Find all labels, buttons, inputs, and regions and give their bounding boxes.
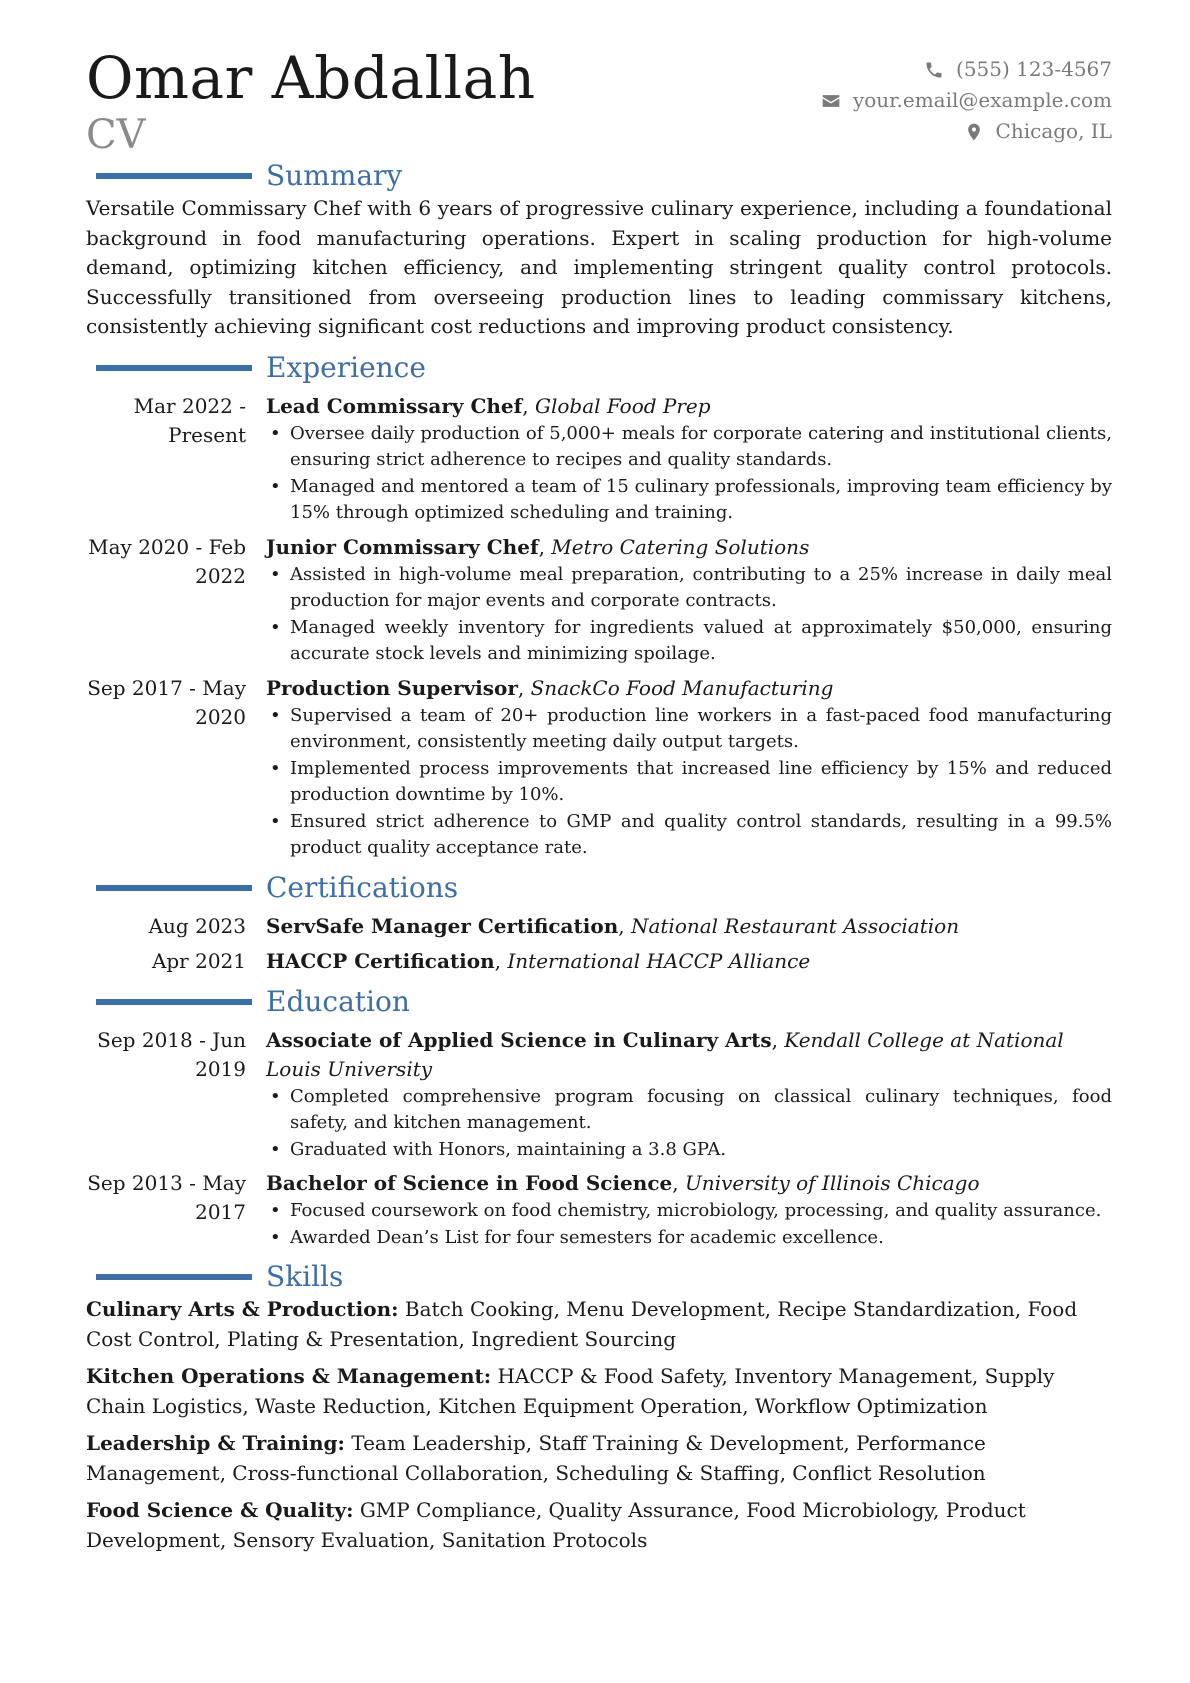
education-entry bbox=[86, 1026, 1112, 1164]
resume-page bbox=[86, 44, 1112, 1563]
experience-entry bbox=[86, 533, 1112, 668]
entry-date: Sep 2017 - May 2020 bbox=[87, 675, 246, 729]
section-title: Summary bbox=[266, 159, 403, 192]
entry-heading: Junior Commissary Chef, Metro Catering Solutions bbox=[266, 534, 810, 559]
entry-heading: Bachelor of Science in Food Science, University of Illinois Chicago bbox=[266, 1171, 980, 1195]
bullet-item: • Oversee daily production of 5,000+ meals for corporate catering and institutional clients, ensuring strict adherence to recipes and quality standards. bbox=[266, 421, 1112, 474]
map-pin-icon bbox=[964, 122, 984, 142]
phone-number: (555) 123-4567 bbox=[956, 57, 1112, 81]
skill-category: Kitchen Operations & Management: bbox=[86, 1364, 492, 1388]
entry-body bbox=[266, 674, 1112, 862]
envelope-icon bbox=[821, 91, 841, 111]
bullet-item: • Managed and mentored a team of 15 culinary professionals, improving team efficiency by 15% through optimized scheduling and training. bbox=[266, 474, 1112, 527]
skill-items: GMP Compliance, Quality Assurance, Food Microbiology, Product Development, Sensory Evaluation, Sanitation Protocols bbox=[86, 1498, 1026, 1552]
experience-entry bbox=[86, 392, 1112, 527]
skill-group bbox=[86, 1496, 1112, 1555]
bullet-item: • Completed comprehensive program focusing on classical culinary techniques, food safety, and kitchen management. bbox=[266, 1084, 1112, 1137]
certification-entry bbox=[86, 912, 1112, 941]
entry-heading: Production Supervisor, SnackCo Food Manufacturing bbox=[266, 675, 834, 700]
bullet-list bbox=[266, 1084, 1112, 1164]
location-text: Chicago, IL bbox=[995, 119, 1112, 143]
section-rule bbox=[96, 999, 252, 1005]
entry-date: Sep 2013 - May 2017 bbox=[87, 1171, 246, 1224]
degree-title: Bachelor of Science in Food Science bbox=[266, 1171, 673, 1195]
summary-section bbox=[86, 158, 1112, 342]
institution: Kendall College at National Louis University bbox=[266, 1027, 1064, 1081]
entry-date: Apr 2021 bbox=[151, 948, 246, 973]
certifications-section bbox=[86, 870, 1112, 976]
bullet-list bbox=[266, 1198, 1112, 1251]
section-title: Education bbox=[266, 984, 410, 1018]
candidate-name: Omar Abdallah bbox=[86, 44, 536, 112]
experience-entry bbox=[86, 674, 1112, 862]
bullet-item: • Assisted in high-volume meal preparation, contributing to a 25% increase in daily meal production for major events and corporate contracts. bbox=[266, 562, 1112, 615]
entry-heading: Associate of Applied Science in Culinary Arts, Kendall College at National Louis University bbox=[266, 1027, 1064, 1081]
certification-entry bbox=[86, 947, 1112, 976]
contact-phone bbox=[821, 54, 1112, 85]
document-subtitle: CV bbox=[86, 112, 146, 158]
entry-heading: Lead Commissary Chef, Global Food Prep bbox=[266, 393, 711, 418]
skill-group bbox=[86, 1295, 1112, 1354]
contact-location bbox=[821, 116, 1112, 147]
bullet-item: • Awarded Dean’s List for four semesters for academic excellence. bbox=[266, 1225, 1112, 1252]
entry-date: Aug 2023 bbox=[148, 913, 246, 938]
job-title: Lead Commissary Chef bbox=[266, 393, 523, 418]
bullet-item: • Supervised a team of 20+ production line workers in a fast-paced food manufacturing environment, consistently meeting daily output targets. bbox=[266, 703, 1112, 756]
skill-category: Leadership & Training: bbox=[86, 1431, 345, 1455]
section-header bbox=[86, 350, 1112, 386]
summary-text: Versatile Commissary Chef with 6 years of progressive culinary experience, including a foundational background in food manufacturing operations. Expert in scaling production for high-volume demand, optimizing kitchen efficiency, and implementing stringent quality control protocols. Successfully transitioned from overseeing production lines to leading commissary kitchens, consistently achieving significant cost reductions and improving product consistency. bbox=[86, 196, 1112, 338]
entry-body bbox=[266, 1026, 1112, 1164]
skill-category: Culinary Arts & Production: bbox=[86, 1297, 399, 1321]
bullet-item: • Implemented process improvements that increased line efficiency by 15% and reduced production downtime by 10%. bbox=[266, 756, 1112, 809]
section-title: Experience bbox=[266, 350, 426, 384]
section-rule bbox=[96, 1274, 252, 1280]
bullet-item: • Ensured strict adherence to GMP and quality control standards, resulting in a 99.5% product quality acceptance rate. bbox=[266, 809, 1112, 862]
entry-body bbox=[266, 947, 1112, 976]
contact-info bbox=[821, 54, 1112, 147]
section-header bbox=[86, 984, 1112, 1020]
contact-email bbox=[821, 85, 1112, 116]
email-address[interactable]: your.email@example.com bbox=[852, 88, 1112, 112]
entry-body bbox=[266, 392, 1112, 527]
employer: Metro Catering Solutions bbox=[551, 534, 810, 559]
entry-date: Sep 2018 - Jun 2019 bbox=[97, 1027, 246, 1081]
bullet-item: • Graduated with Honors, maintaining a 3.8 GPA. bbox=[266, 1137, 1112, 1164]
section-title: Skills bbox=[266, 1260, 344, 1293]
section-rule bbox=[96, 173, 252, 179]
entry-body bbox=[266, 533, 1112, 668]
issuer: International HACCP Alliance bbox=[507, 948, 811, 973]
section-header bbox=[86, 870, 1112, 906]
institution: University of Illinois Chicago bbox=[684, 1171, 980, 1195]
section-header bbox=[86, 158, 1112, 194]
section-rule bbox=[96, 885, 252, 891]
entry-body bbox=[266, 1169, 1112, 1251]
education-entry bbox=[86, 1169, 1112, 1251]
bullet-item: • Focused coursework on food chemistry, microbiology, processing, and quality assurance. bbox=[266, 1198, 1112, 1225]
skill-category: Food Science & Quality: bbox=[86, 1498, 354, 1522]
entry-heading: ServSafe Manager Certification, National Restaurant Association bbox=[266, 913, 960, 938]
bullet-list bbox=[266, 703, 1112, 862]
certification-title: ServSafe Manager Certification bbox=[266, 913, 619, 938]
entry-body bbox=[266, 912, 1112, 941]
section-header bbox=[86, 1259, 1112, 1295]
issuer: National Restaurant Association bbox=[630, 913, 960, 938]
job-title: Junior Commissary Chef bbox=[266, 534, 539, 559]
section-rule bbox=[96, 365, 252, 371]
certification-title: HACCP Certification bbox=[266, 948, 495, 973]
education-section bbox=[86, 984, 1112, 1252]
job-title: Production Supervisor bbox=[266, 675, 518, 700]
section-title: Certifications bbox=[266, 870, 459, 904]
skill-group bbox=[86, 1429, 1112, 1488]
skills-section bbox=[86, 1259, 1112, 1555]
employer: Global Food Prep bbox=[534, 393, 711, 418]
skill-items: Batch Cooking, Menu Development, Recipe Standardization, Food Cost Control, Plating & Presentation, Ingredient Sourcing bbox=[86, 1297, 1078, 1351]
employer: SnackCo Food Manufacturing bbox=[530, 675, 834, 700]
skill-items: Team Leadership, Staff Training & Development, Performance Management, Cross-functional Collaboration, Scheduling & Staffing, Conflict Resolution bbox=[86, 1431, 986, 1485]
entry-date: Mar 2022 - Present bbox=[133, 393, 246, 447]
skill-group bbox=[86, 1362, 1112, 1421]
phone-icon bbox=[924, 60, 944, 80]
experience-section bbox=[86, 350, 1112, 862]
resume-header bbox=[86, 44, 1112, 158]
bullet-item: • Managed weekly inventory for ingredients valued at approximately $50,000, ensuring accurate stock levels and minimizing spoilage. bbox=[266, 615, 1112, 668]
degree-title: Associate of Applied Science in Culinary Arts bbox=[266, 1027, 772, 1052]
skill-items: HACCP & Food Safety, Inventory Management, Supply Chain Logistics, Waste Reduction, Kitchen Equipment Operation, Workflow Optimization bbox=[86, 1364, 1055, 1418]
bullet-list bbox=[266, 421, 1112, 527]
entry-heading: HACCP Certification, International HACCP Alliance bbox=[266, 948, 811, 973]
entry-date: May 2020 - Feb 2022 bbox=[88, 534, 246, 588]
bullet-list bbox=[266, 562, 1112, 668]
